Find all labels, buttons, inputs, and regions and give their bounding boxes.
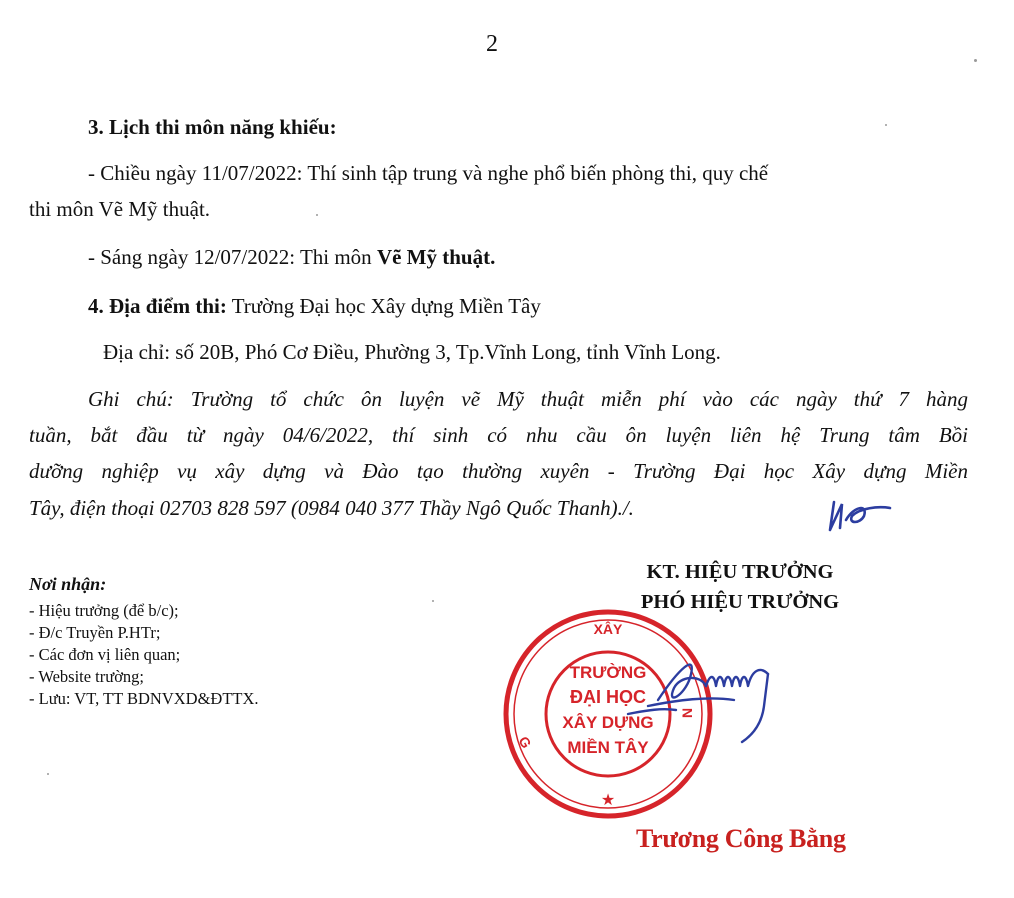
seal-line-2: ĐẠI HỌC: [570, 687, 646, 707]
exam-location: Trường Đại học Xây dựng Miền Tây: [226, 294, 541, 318]
svg-text:N: N: [679, 707, 695, 718]
note-line-1: Ghi chú: Trường tổ chức ôn luyện vẽ Mỹ thuật miễn phí vào các ngày thứ 7 hàng: [88, 387, 968, 411]
section-4-line: [88, 294, 541, 319]
scan-speck: [885, 124, 887, 126]
schedule-item-1-line1: - Chiều ngày 11/07/2022: Thí sinh tập trung và nghe phổ biến phòng thi, quy chế: [88, 161, 769, 185]
scan-speck: [432, 600, 434, 602]
recipient-item: - Đ/c Truyền P.HTr;: [29, 623, 161, 642]
seal-line-3: XÂY DỰNG: [562, 713, 654, 732]
seal-line-1: TRƯỜNG: [569, 663, 647, 682]
page-number: 2: [486, 31, 498, 57]
svg-text:★: ★: [600, 792, 616, 809]
note-line-4: Tây, điện thoại 02703 828 597 (0984 040 377 Thầy Ngô Quốc Thanh)./.: [29, 496, 634, 520]
schedule-item-2-subject: Vẽ Mỹ thuật.: [376, 245, 496, 269]
section-3-heading: 3. Lịch thi môn năng khiếu:: [88, 115, 337, 139]
scan-speck: [316, 214, 318, 216]
note-line-3: dưỡng nghiệp vụ xây dựng và Đào tạo thường xuyên - Trường Đại học Xây dựng Miền: [29, 459, 968, 483]
recipient-item: - Website trường;: [29, 667, 145, 686]
recipient-item: - Lưu: VT, TT BDNVXD&ĐTTX.: [29, 689, 259, 708]
signature-title-2: PHÓ HIỆU TRƯỞNG: [640, 591, 840, 613]
schedule-item-2-text: - Sáng ngày 12/07/2022: Thi môn: [88, 245, 377, 269]
recipients-title: Nơi nhận:: [29, 574, 107, 594]
seal-top-text: XÂY: [593, 621, 623, 637]
handwritten-signature: [618, 630, 798, 750]
signature-title-1: KT. HIỆU TRƯỞNG: [646, 561, 834, 583]
scan-speck: [47, 773, 49, 775]
schedule-item-2: [88, 245, 495, 270]
recipient-item: - Các đơn vị liên quan;: [29, 645, 181, 664]
initials-mark: [826, 490, 894, 536]
recipient-item: - Hiệu trưởng (để b/c);: [29, 601, 179, 620]
schedule-item-1-line2: thi môn Vẽ Mỹ thuật.: [29, 197, 211, 221]
seal-line-4: MIỀN TÂY: [567, 738, 649, 757]
exam-address: Địa chỉ: số 20B, Phó Cơ Điều, Phường 3, Tp.Vĩnh Long, tỉnh Vĩnh Long.: [103, 340, 721, 364]
section-4-heading: 4. Địa điểm thi:: [88, 294, 227, 318]
note-line-2: tuần, bắt đầu từ ngày 04/6/2022, thí sinh có nhu cầu ôn luyện liên hệ Trung tâm Bồi: [29, 423, 968, 447]
svg-text:G: G: [515, 733, 535, 751]
scan-speck: [974, 59, 977, 62]
signer-name: Trương Công Bằng: [636, 824, 846, 853]
